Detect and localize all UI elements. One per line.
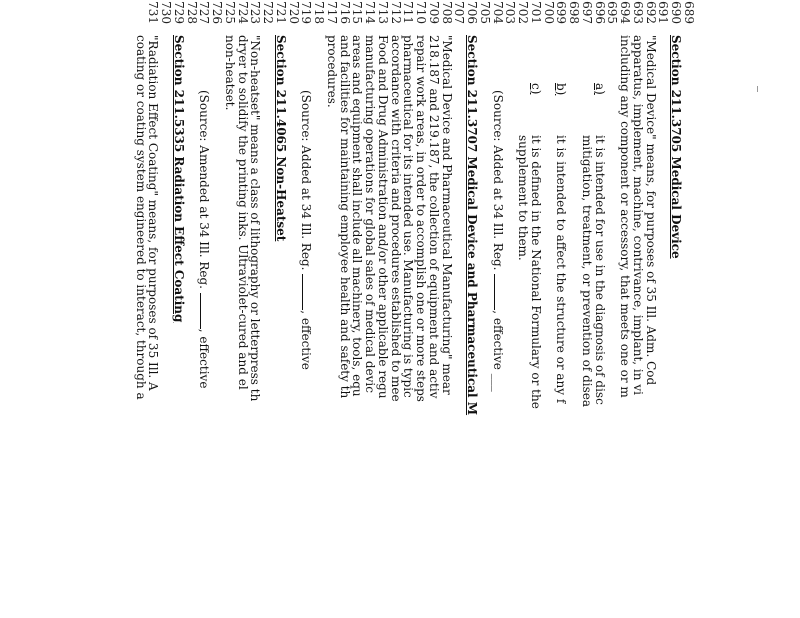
line-number: 697 <box>580 1 594 24</box>
line-text: including any component or accessory, that meets one or m <box>618 35 633 398</box>
document-line <box>376 35 390 399</box>
line-number: 704 <box>490 1 505 24</box>
document-line <box>236 35 250 390</box>
line-number: 703 <box>503 1 518 24</box>
line-text: it is intended for use in the diagnosis of disc <box>592 135 607 405</box>
document-line <box>402 35 416 398</box>
document-line <box>249 35 263 401</box>
line-number: 730 <box>159 1 174 24</box>
fill-in-blank <box>494 274 505 310</box>
line-number: 694 <box>618 1 633 24</box>
line-number: 695 <box>605 1 620 24</box>
line-text: dryer to solidify the printing inks. Ultraviolet-cured and el <box>235 35 250 390</box>
line-number: 729 <box>172 1 186 24</box>
document-line <box>338 35 352 398</box>
line-text: c) <box>529 83 543 95</box>
section-heading: Section 211.5335 Radiation Effect Coating <box>172 35 186 323</box>
line-number: 705 <box>478 1 492 24</box>
line-number: 716 <box>337 1 352 24</box>
line-text: it is intended to affect the structure or any f <box>554 135 569 404</box>
line-text: pharmaceutical for its intended use. Manufacturing is typic <box>401 35 416 398</box>
line-text: procedures. <box>325 35 339 108</box>
line-text: it is defined in the National Formulary or the <box>529 135 543 409</box>
document-line <box>644 35 658 385</box>
line-number: 717 <box>325 1 339 24</box>
line-number: 709 <box>427 1 441 24</box>
line-number: 708 <box>439 1 454 24</box>
line-number: 699 <box>554 1 569 24</box>
line-number: 692 <box>643 1 658 24</box>
line-text: 218.187 and 219.187, the collection of equipment and activ <box>427 35 441 399</box>
line-number: 718 <box>312 1 327 24</box>
line-number: 721 <box>274 1 288 24</box>
line-text: mitigation, treatment, or prevention of disea <box>580 135 594 407</box>
line-number: 720 <box>286 1 301 24</box>
section-heading: Section 211.4065 Non-Heatset <box>274 35 288 242</box>
document-line <box>134 35 148 400</box>
line-text: (Source: Added at 34 Ill. Reg. <box>490 90 505 275</box>
line-number: 724 <box>235 1 250 24</box>
line-number: 701 <box>529 1 543 24</box>
document-line <box>414 35 428 402</box>
document-line <box>440 35 454 395</box>
line-text: , effective <box>299 310 314 370</box>
line-number: 698 <box>567 1 582 24</box>
line-number: 727 <box>197 1 212 24</box>
document-line <box>172 35 186 322</box>
line-number: 713 <box>376 1 390 24</box>
line-number: 719 <box>299 1 314 24</box>
document-line <box>491 90 505 392</box>
line-text: , effective <box>197 328 212 389</box>
line-text: "Medical Device" means, for purposes of 35 Ill. Adm. Cod <box>643 35 658 386</box>
document-line <box>223 35 237 110</box>
line-number: 693 <box>631 1 645 24</box>
line-number: 723 <box>248 1 263 24</box>
line-number: 725 <box>223 1 237 24</box>
line-text: b) <box>554 83 569 96</box>
line-number: 689 <box>682 1 696 24</box>
document-line <box>465 35 479 415</box>
document-line <box>631 35 645 395</box>
line-text: (Source: Amended at 34 Ill. Reg. <box>197 90 212 293</box>
line-number: 726 <box>210 1 225 24</box>
line-text: non-heatset. <box>223 35 237 111</box>
line-number: 696 <box>592 1 607 24</box>
line-text: a) <box>592 83 607 95</box>
line-text: manufacturing operations for global sales of medical devic <box>363 35 378 393</box>
line-text: "Non-heatset" means a class of lithography or letterpress th <box>248 35 263 402</box>
line-number: 690 <box>669 1 684 24</box>
line-text: "Medical Device and Pharmaceutical Manufacturing" mear <box>439 35 454 395</box>
document-line <box>351 35 365 397</box>
document-line <box>198 90 212 388</box>
line-text: Food and Drug Administration and/or other applicable regu <box>376 35 390 399</box>
line-number: 711 <box>401 1 416 24</box>
line-text: and facilities for maintaining employee health and safety th <box>337 35 352 399</box>
line-text: (Source: Added at 34 Ill. Reg. <box>299 90 314 275</box>
document-line <box>669 35 683 259</box>
line-number: 707 <box>452 1 467 24</box>
line-text: , effective ___ <box>490 310 505 392</box>
line-number: 706 <box>465 1 480 24</box>
line-number: 731 <box>146 1 161 24</box>
fill-in-blank <box>201 293 212 329</box>
line-text: supplement to them. <box>516 135 531 261</box>
line-number: 712 <box>388 1 403 24</box>
document-line <box>389 35 403 402</box>
line-text: repair work areas, in order to accomplish one or more steps <box>414 35 429 402</box>
line-number: 715 <box>350 1 365 24</box>
document-line <box>363 35 377 393</box>
line-text: areas and equipment shall include all machinery, tools, equ <box>350 35 365 397</box>
document-line <box>618 35 632 398</box>
line-number: 702 <box>516 1 531 24</box>
document-line <box>300 90 314 370</box>
line-text: "Radiation Effect Coating" means, for purposes of 35 Ill. A <box>146 35 161 391</box>
line-number: 722 <box>261 1 276 24</box>
line-number: 714 <box>363 1 378 24</box>
document-line <box>325 35 339 108</box>
document-line <box>427 35 441 398</box>
line-number: 700 <box>541 1 556 24</box>
line-number: 710 <box>414 1 429 24</box>
section-heading: Section 211.3707 Medical Device and Pharmaceutical M <box>465 35 480 416</box>
line-number: 691 <box>656 1 671 24</box>
fill-in-blank <box>303 274 314 310</box>
line-number: 728 <box>184 1 199 24</box>
document-line <box>147 35 161 391</box>
line-text: coating or coating system engineered to interact, through a <box>133 35 148 400</box>
line-text: accordance with criteria and procedures established to mee <box>388 35 403 402</box>
document-line <box>274 35 288 241</box>
line-text: apparatus, implement, machine, contrivance, implant, in vi <box>631 35 645 395</box>
section-heading: Section 211.3705 Medical Device <box>669 35 684 259</box>
